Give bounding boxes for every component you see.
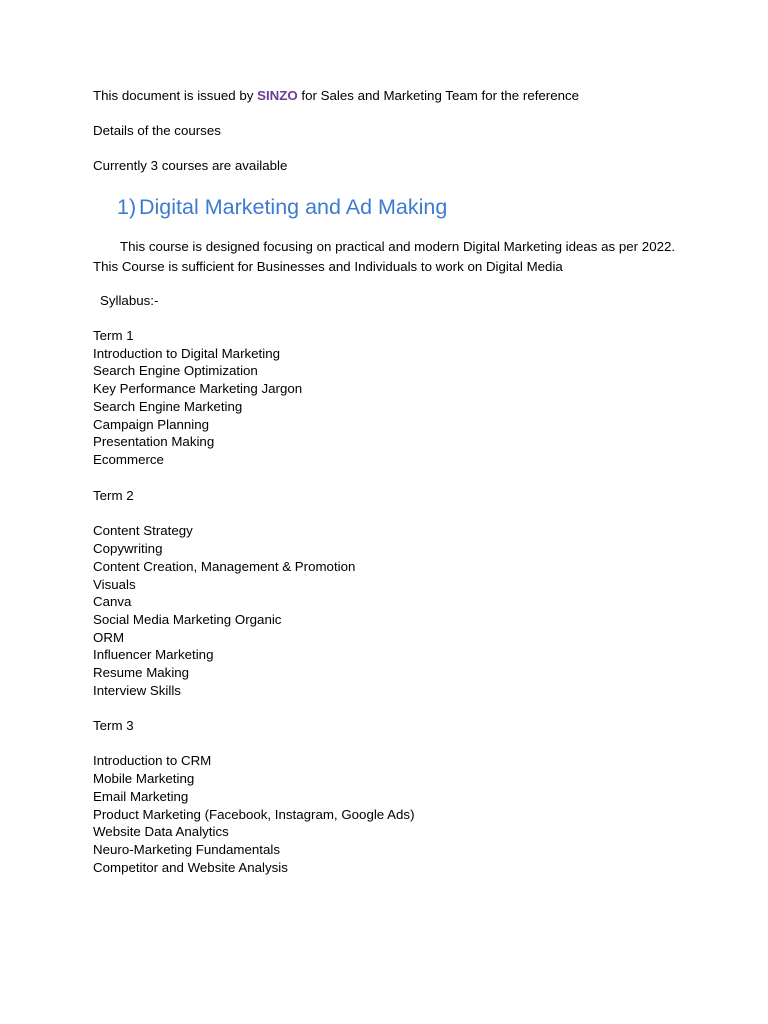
list-item: Campaign Planning: [93, 416, 210, 432]
term-2-list: [93, 522, 355, 699]
list-item: Email Marketing: [93, 788, 189, 804]
list-item: Resume Making: [93, 665, 190, 681]
term-spacer: [93, 505, 355, 523]
course-description: [93, 237, 693, 277]
details-line: Details of the courses: [93, 123, 221, 138]
list-item: Search Engine Marketing: [93, 398, 243, 414]
issued-prefix: This document is issued by: [93, 88, 258, 103]
course-title: Digital Marketing and Ad Making: [139, 195, 448, 219]
list-item: Presentation Making: [93, 434, 215, 450]
list-item: Content Creation, Management & Promotion: [93, 558, 356, 574]
term-2-section: [93, 487, 355, 699]
list-item: Introduction to CRM: [93, 753, 212, 769]
list-item: Social Media Marketing Organic: [93, 611, 282, 627]
syllabus-label: Syllabus:-: [100, 293, 159, 308]
list-item: Copywriting: [93, 541, 163, 557]
term-3-list: [93, 752, 415, 876]
list-item: Interview Skills: [93, 682, 181, 698]
issued-suffix: for Sales and Marketing Team for the reference: [297, 88, 580, 103]
list-item: Mobile Marketing: [93, 771, 195, 787]
list-item: Search Engine Optimization: [93, 363, 258, 379]
list-item: ORM: [93, 629, 125, 645]
term-title: Term 1: [93, 328, 134, 343]
available-line: Currently 3 courses are available: [93, 158, 288, 173]
term-title: Term 3: [93, 718, 134, 733]
description-text: This course is designed focusing on practical and modern Digital Marketing ideas as per 2022. This Course is sufficient for Businesses and Individuals to work on Digital Media: [93, 239, 676, 274]
list-item: Website Data Analytics: [93, 824, 229, 840]
list-item: Visuals: [93, 576, 136, 592]
term-3-section: [93, 717, 415, 876]
term-1-section: [93, 327, 302, 469]
list-item: Introduction to Digital Marketing: [93, 345, 280, 361]
term-title: Term 2: [93, 488, 134, 503]
term-1-list: [93, 345, 302, 469]
list-item: Canva: [93, 594, 132, 610]
course-number: 1): [117, 195, 137, 219]
issued-by-line: [93, 87, 579, 105]
brand-name: SINZO: [257, 88, 298, 103]
list-item: Key Performance Marketing Jargon: [93, 381, 303, 397]
list-item: Ecommerce: [93, 451, 164, 467]
list-item: Product Marketing (Facebook, Instagram, Google Ads): [93, 806, 415, 822]
term-spacer: [93, 735, 415, 753]
list-item: Influencer Marketing: [93, 647, 214, 663]
list-item: Competitor and Website Analysis: [93, 859, 288, 875]
list-item: Content Strategy: [93, 523, 193, 539]
list-item: Neuro-Marketing Fundamentals: [93, 841, 280, 857]
course-heading: [117, 193, 447, 221]
